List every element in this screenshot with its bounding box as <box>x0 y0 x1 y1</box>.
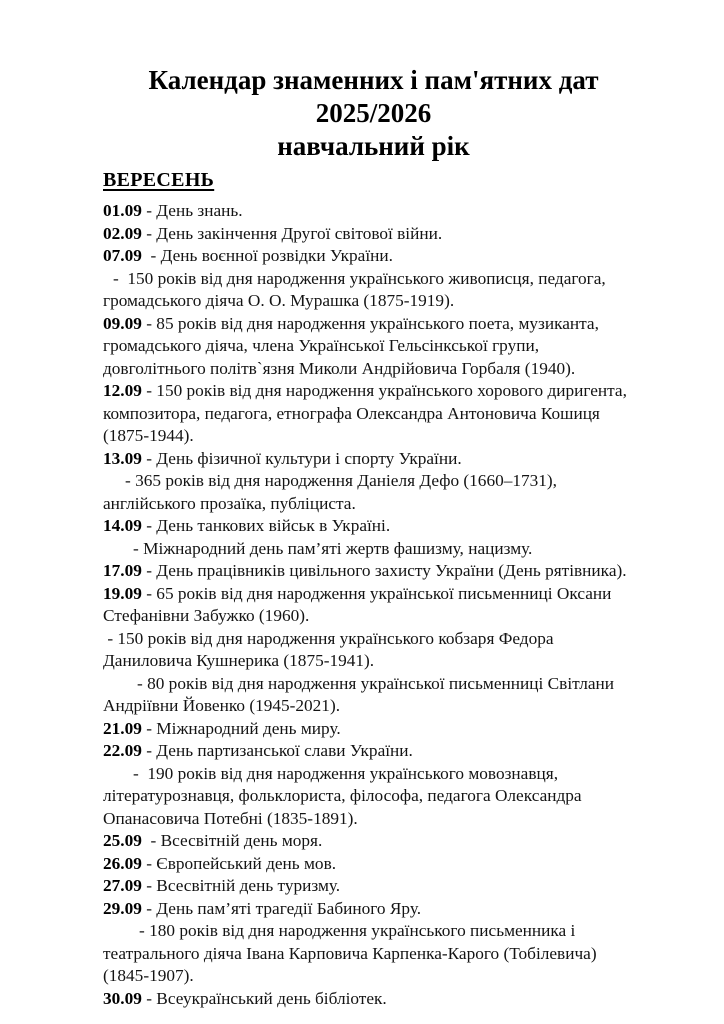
document-title <box>103 64 644 163</box>
month-heading: ВЕРЕСЕНЬ <box>103 169 215 191</box>
entry-text: День танкових військ в Україні. <box>156 516 391 535</box>
title-line-3: навчальний рік <box>277 131 470 161</box>
calendar-entry: 29.09 - День пам’яті трагедії Бабиного Яру. <box>103 898 422 918</box>
entry-text: - 80 років від дня народження української письменниці Світлани Андріївни Йовенко (1945-2021). <box>103 673 619 715</box>
calendar-entry: 30.09 - Всеукраїнський день бібліотек. <box>103 988 387 1008</box>
entry-date: 02.09 <box>103 223 142 243</box>
calendar-entry: 13.09 - День фізичної культури і спорту України. <box>103 448 462 468</box>
entry-date: 29.09 <box>103 898 142 918</box>
entry-date: 19.09 <box>103 583 142 603</box>
entry-text: День фізичної культури і спорту України. <box>156 448 462 468</box>
entry-date: 22.09 <box>103 741 142 760</box>
entry-date: 01.09 <box>103 201 142 220</box>
entry-text: Всеукраїнський день бібліотек. <box>156 988 387 1008</box>
calendar-subentry <box>103 920 644 988</box>
entry-text: - 365 років від дня народження Даніеля Дефо (1660–1731), англійського прозаїка, публіциста. <box>103 471 562 513</box>
calendar-entry: 09.09 - 85 років від дня народження українського поета, музиканта, громадського діяча, члена Української Гельсінкської групи, довголітнього політв`язня Миколи Андрійовича Горбаля (1940). <box>103 313 604 378</box>
calendar-entry: 02.09 - День закінчення Другої світової війни. <box>103 223 443 243</box>
calendar-entry: 21.09 - Міжнародний день миру. <box>103 718 341 738</box>
entry-text: День закінчення Другої світової війни. <box>156 223 443 243</box>
entry-date: 26.09 <box>103 853 142 873</box>
entry-date: 13.09 <box>103 448 142 468</box>
entry-text: Всесвітній день туризму. <box>156 876 341 895</box>
entry-text: День воєнної розвідки України. <box>160 246 393 265</box>
entry-date: 25.09 <box>103 831 142 850</box>
entry-text: 150 років від дня народження українського хорового диригента, композитора, педагога, етнографа Олександра Антоновича Кошиця (1875-1944). <box>103 381 632 445</box>
calendar-subentry <box>103 673 644 718</box>
entry-text: 65 років від дня народження української письменниці Оксани Стефанівни Забужко (1960). <box>103 583 616 625</box>
entry-text: День партизанської слави України. <box>156 741 413 760</box>
calendar-entry: 14.09 - День танкових військ в Україні. <box>103 516 391 535</box>
entry-date: 07.09 <box>103 246 142 265</box>
entry-text: - 150 років від дня народження українського кобзаря Федора Даниловича Кушнерика (1875-1941). <box>103 628 558 670</box>
entry-date: 12.09 <box>103 381 142 400</box>
month-heading-row <box>103 163 644 192</box>
entry-date: 17.09 <box>103 561 142 580</box>
entry-text: Європейський день мов. <box>156 853 337 873</box>
title-line-1: Календар знаменних і пам'ятних дат <box>148 65 599 95</box>
calendar-entry: 22.09 - День партизанської слави України. <box>103 741 413 760</box>
entry-text: - Міжнародний день пам’яті жертв фашизму, нацизму. <box>133 538 533 558</box>
calendar-entry: 12.09 - 150 років від дня народження українського хорового диригента, композитора, педагога, етнографа Олександра Антоновича Кошиця (1875-1944). <box>103 381 632 445</box>
calendar-subentry <box>103 763 644 831</box>
entry-date: 30.09 <box>103 988 142 1008</box>
calendar-entry: 01.09 - День знань. <box>103 201 243 220</box>
entry-text: - 180 років від дня народження українського письменника і театрального діяча Івана Карповича Карпенка-Карого (Тобілевича) (1845-1907). <box>103 921 601 985</box>
entry-text: - 150 років від дня народження українського живописця, педагога, громадського діяча О. О. Мурашка (1875-1919). <box>103 268 611 310</box>
entry-text: День пам’яті трагедії Бабиного Яру. <box>156 898 422 918</box>
entry-text: День працівників цивільного захисту України (День рятівника). <box>156 561 627 580</box>
calendar-subentry <box>103 268 644 313</box>
title-line-2: 2025/2026 <box>315 98 432 128</box>
entry-date: 09.09 <box>103 313 142 333</box>
calendar-entry: 26.09 - Європейський день мов. <box>103 853 337 873</box>
entry-text: 85 років від дня народження українського поета, музиканта, громадського діяча, члена Української Гельсінкської групи, довголітнього політв`язня Миколи Андрійовича Горбаля (1940). <box>103 313 604 378</box>
entry-text: Всесвітній день моря. <box>160 831 323 850</box>
entry-date: 27.09 <box>103 876 142 895</box>
entries-list <box>103 200 644 1010</box>
entry-date: 14.09 <box>103 516 142 535</box>
calendar-entry: 17.09 - День працівників цивільного захисту України (День рятівника). <box>103 561 627 580</box>
entry-text: - 190 років від дня народження українського мовознавця, літературознавця, фольклориста, філософа, педагога Олександра Опанасовича Потебні (1835-1891). <box>103 763 586 828</box>
calendar-entry: 07.09 - День воєнної розвідки України. <box>103 246 393 265</box>
calendar-entry: 19.09 - 65 років від дня народження української письменниці Оксани Стефанівни Забужко (1960). <box>103 583 616 625</box>
entry-text: Міжнародний день миру. <box>156 718 341 738</box>
calendar-subentry <box>103 470 644 515</box>
calendar-entry: 27.09 - Всесвітній день туризму. <box>103 876 341 895</box>
calendar-subentry <box>103 628 644 673</box>
entry-text: День знань. <box>156 201 243 220</box>
entry-date: 21.09 <box>103 718 142 738</box>
calendar-subentry <box>103 538 644 561</box>
calendar-entry: 25.09 - Всесвітній день моря. <box>103 831 323 850</box>
